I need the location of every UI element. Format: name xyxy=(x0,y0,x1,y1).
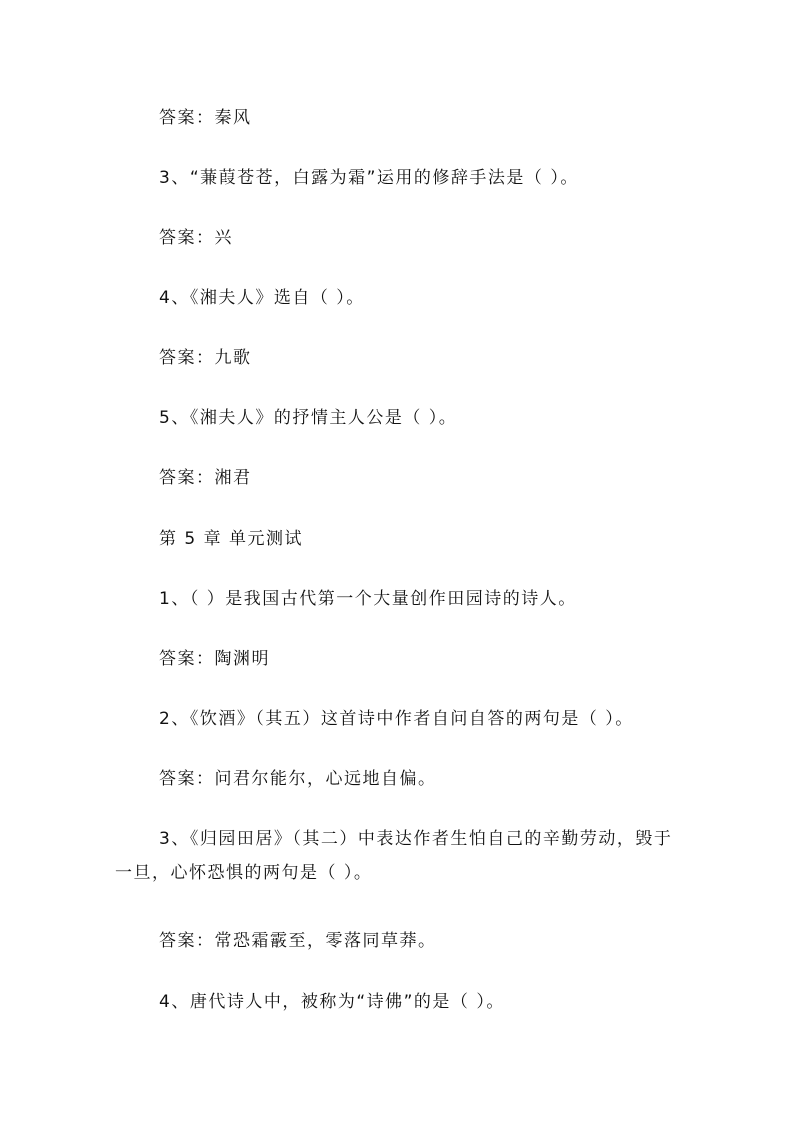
answer-text: 答案：九歌 xyxy=(159,348,252,368)
question-text: 1、（ ）是我国古代第一个大量创作田园诗的诗人。 xyxy=(159,589,577,609)
answer-text: 答案：兴 xyxy=(159,228,233,248)
answer-text: 答案：问君尔能尔，心远地自偏。 xyxy=(159,769,437,789)
answer-text: 答案：湘君 xyxy=(159,468,252,488)
chapter-heading: 第 5 章 单元测试 xyxy=(159,529,304,549)
answer-text: 答案：陶渊明 xyxy=(159,649,270,669)
question-text-line1: 3、《归园田居》（其二）中表达作者生怕自己的辛勤劳动，毁于 xyxy=(159,829,673,849)
answer-text: 答案：常恐霜霰至，零落同草莽。 xyxy=(159,931,437,951)
question-text: 5、《湘夫人》的抒情主人公是（ ）。 xyxy=(159,408,458,428)
answer-text: 答案：秦风 xyxy=(159,108,252,128)
question-text: 3、“蒹葭苍苍，白露为霜”运用的修辞手法是（ ）。 xyxy=(159,168,579,188)
question-text: 2、《饮酒》（其五）这首诗中作者自问自答的两句是（ ）。 xyxy=(159,709,634,729)
question-text-line2: 一旦，心怀恐惧的两句是（ ）。 xyxy=(115,863,373,883)
question-text: 4、唐代诗人中，被称为“诗佛”的是（ ）。 xyxy=(159,992,505,1012)
question-text: 4、《湘夫人》选自（ ）。 xyxy=(159,288,365,308)
question-paragraph xyxy=(115,828,685,884)
